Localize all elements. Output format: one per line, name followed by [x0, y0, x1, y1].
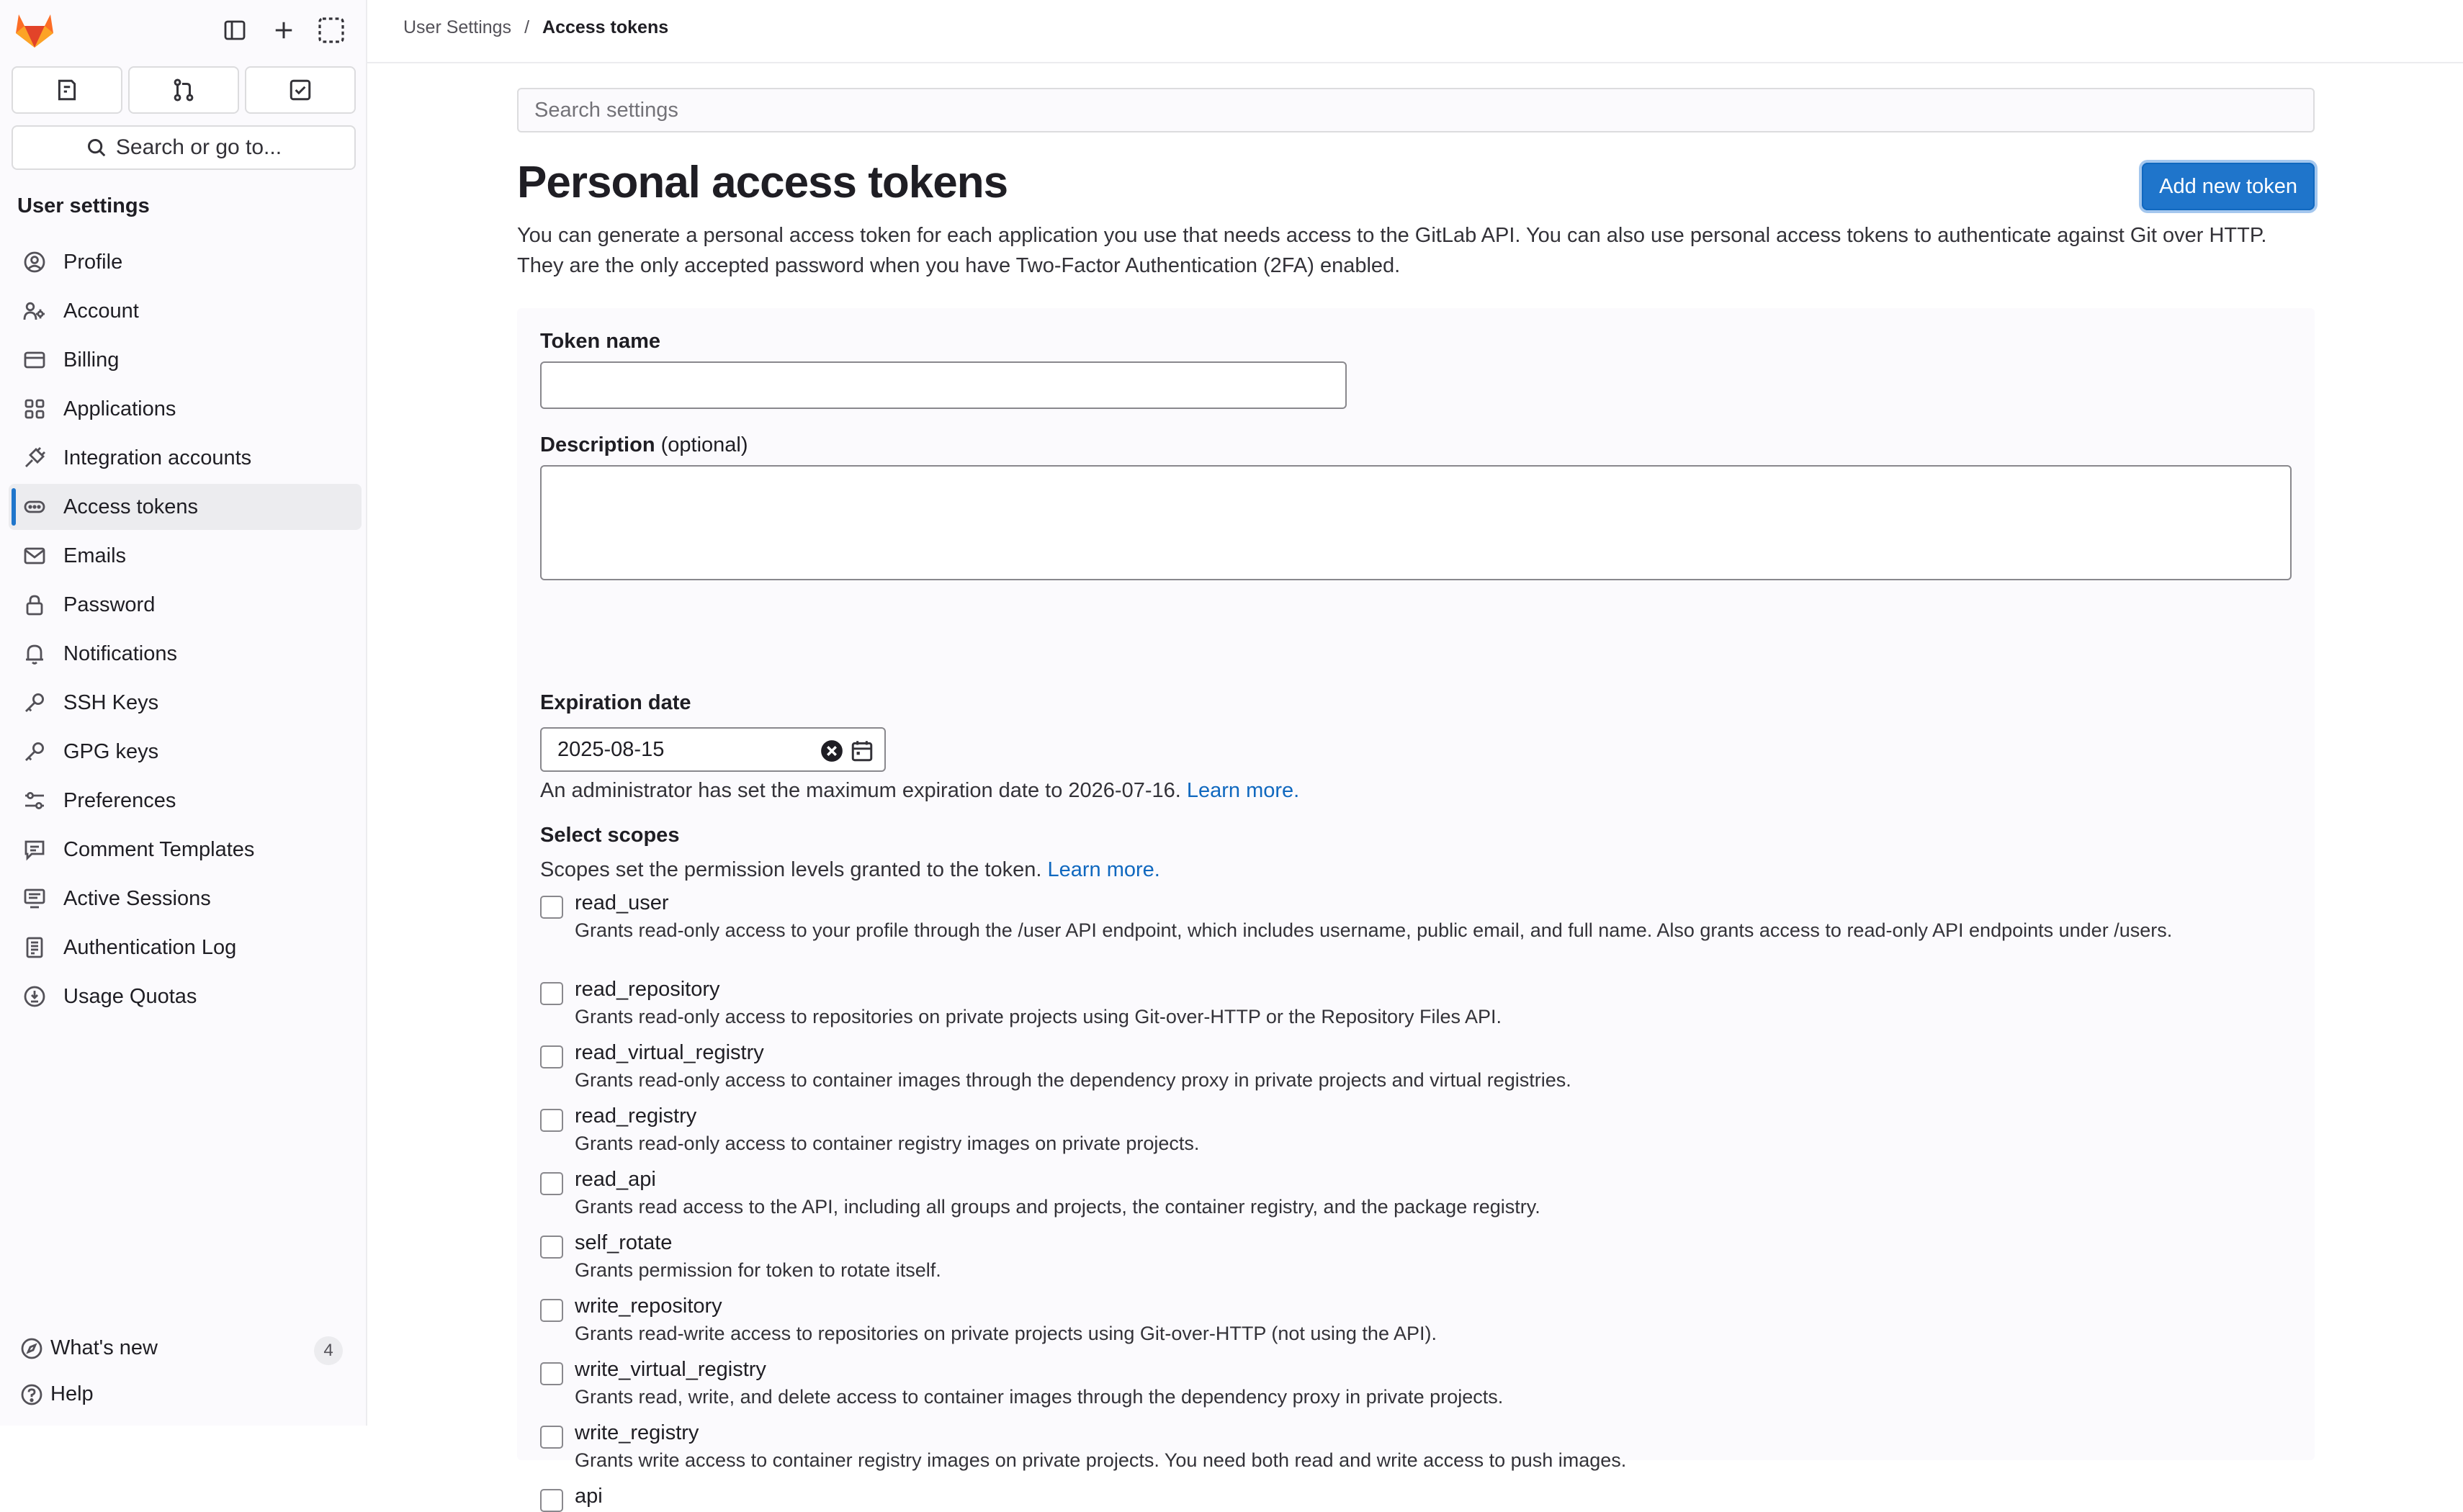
select-scopes-label: Select scopes [540, 824, 680, 847]
scope-name[interactable]: write_virtual_registry [575, 1358, 766, 1381]
token-name-label: Token name [540, 330, 661, 353]
scopes-help-message: Scopes set the permission levels granted to the token. [540, 858, 1042, 881]
clear-date-icon[interactable] [820, 739, 844, 763]
sidebar-item-label: Applications [63, 397, 176, 420]
expiration-date-input[interactable] [540, 727, 886, 772]
sidebar-item-comment-templates[interactable] [9, 827, 362, 873]
key-icon [20, 737, 49, 766]
breadcrumb-user-settings[interactable]: User Settings [403, 17, 512, 37]
sidebar-item-usage-quotas[interactable] [9, 973, 362, 1020]
sidebar-item-authentication-log[interactable] [9, 924, 362, 971]
sidebar-item-label: Access tokens [63, 495, 198, 518]
sidebar-item-active-sessions[interactable] [9, 876, 362, 922]
token-icon [20, 492, 49, 521]
comment-icon [20, 835, 49, 864]
preferences-icon [20, 786, 49, 815]
scope-checkbox[interactable] [540, 1109, 563, 1132]
mail-icon [20, 541, 49, 570]
scope-checkbox[interactable] [540, 1045, 563, 1068]
sidebar-item-label: GPG keys [63, 739, 159, 763]
integration-icon [20, 444, 49, 472]
main-content [517, 88, 2315, 1508]
gitlab-logo-icon[interactable] [14, 12, 55, 49]
compass-icon [20, 1337, 43, 1360]
whats-new-button[interactable] [20, 1336, 158, 1360]
search-icon [86, 137, 107, 158]
scope-checkbox[interactable] [540, 1362, 563, 1385]
scope-name[interactable]: api [575, 1485, 603, 1508]
scope-checkbox[interactable] [540, 1172, 563, 1195]
account-icon [20, 297, 49, 325]
todo-icon [288, 78, 313, 102]
scope-description: Grants permission for token to rotate itself. [575, 1259, 941, 1281]
sidebar-item-label: SSH Keys [63, 690, 159, 714]
description-label [540, 433, 748, 457]
sidebar-item-profile[interactable] [9, 239, 362, 285]
sidebar-item-label: Billing [63, 348, 120, 372]
scope-name[interactable]: read_registry [575, 1104, 697, 1128]
sidebar-item-label: Notifications [63, 642, 177, 665]
sidebar-item-emails[interactable] [9, 533, 362, 579]
scope-checkbox[interactable] [540, 1299, 563, 1322]
todos-button[interactable] [245, 66, 356, 114]
sidebar [0, 0, 367, 1426]
scope-checkbox[interactable] [540, 982, 563, 1005]
lock-icon [20, 590, 49, 619]
scopes-help-text [540, 858, 1160, 882]
sidebar-item-label: Authentication Log [63, 935, 237, 959]
sidebar-item-notifications[interactable] [9, 631, 362, 677]
description-optional-text: (optional) [660, 433, 748, 456]
scopes-learn-more-link[interactable]: Learn more. [1047, 858, 1160, 881]
scope-description: Grants read-only access to your profile through the /user API endpoint, which includes username, public email, and full name. Also grants access to read-only API endpoints under /users. [575, 919, 2173, 941]
scope-description: Grants read-write access to repositories on private projects using Git-over-HTTP (not using the API). [575, 1323, 1437, 1344]
sidebar-item-label: Comment Templates [63, 837, 255, 861]
intro-text: You can generate a personal access token for each application you use that needs access to the GitLab API. You can also use personal access tokens to authenticate against Git over HTTP. They are the only accepted password when you have Two-Factor Authentication (2FA) enabled. [517, 224, 2267, 277]
whats-new-count-badge: 4 [314, 1336, 343, 1365]
whats-new-label: What's new [50, 1336, 158, 1359]
sidebar-topbar [0, 0, 367, 60]
sidebar-item-label: Integration accounts [63, 446, 252, 469]
scope-checkbox[interactable] [540, 1426, 563, 1449]
sidebar-item-label: Account [63, 299, 139, 323]
sidebar-section-title: User settings [17, 194, 150, 217]
merge-request-icon [171, 78, 196, 102]
scope-name[interactable]: read_repository [575, 978, 720, 1001]
calendar-icon[interactable] [850, 739, 874, 763]
key-icon [20, 688, 49, 717]
sidebar-item-applications[interactable] [9, 386, 362, 432]
scope-name[interactable]: write_registry [575, 1421, 699, 1444]
quota-icon [20, 982, 49, 1011]
sidebar-item-access-tokens[interactable] [9, 484, 362, 530]
scope-checkbox[interactable] [540, 1236, 563, 1259]
search-or-go-button[interactable] [12, 125, 356, 170]
merge-requests-button[interactable] [128, 66, 239, 114]
settings-search-input[interactable] [517, 88, 2315, 132]
add-new-token-button[interactable]: Add new token [2142, 163, 2315, 210]
sidebar-item-label: Usage Quotas [63, 984, 197, 1008]
scope-description: Grants read-only access to container images through the dependency proxy in private projects and virtual registries. [575, 1069, 1571, 1091]
scope-description: Grants read-only access to container registry images on private projects. [575, 1133, 1200, 1154]
search-or-go-label: Search or go to... [115, 135, 282, 159]
plus-icon[interactable] [269, 16, 298, 45]
scope-checkbox[interactable] [540, 896, 563, 919]
top-header [367, 0, 2463, 63]
sidebar-toggle-icon[interactable] [220, 16, 249, 45]
scope-checkbox[interactable] [540, 1489, 563, 1512]
sidebar-item-billing[interactable] [9, 337, 362, 383]
scope-description: Grants write access to container registry images on private projects. You need both read and write access to push images. [575, 1449, 1627, 1471]
monitor-icon [20, 884, 49, 913]
issues-icon [55, 78, 79, 102]
sidebar-item-label: Profile [63, 250, 123, 274]
billing-icon [20, 346, 49, 374]
sidebar-item-ssh-keys[interactable] [9, 680, 362, 726]
sidebar-item-preferences[interactable] [9, 778, 362, 824]
expiration-help-text [540, 779, 1299, 803]
scope-name[interactable]: self_rotate [575, 1231, 673, 1254]
scope-description: Grants read-only access to repositories on private projects using Git-over-HTTP or the Repository Files API. [575, 1006, 1502, 1027]
help-icon [20, 1383, 43, 1406]
sidebar-item-label: Preferences [63, 788, 176, 812]
description-label-text: Description [540, 433, 655, 456]
new-token-form [517, 308, 2315, 1508]
sidebar-item-label: Emails [63, 544, 127, 567]
help-button[interactable] [20, 1382, 94, 1406]
token-name-input[interactable] [540, 361, 1347, 409]
applications-icon [20, 395, 49, 423]
description-textarea[interactable] [540, 465, 2292, 580]
scope-description: Grants read, write, and delete access to container images through the dependency proxy in private projects. [575, 1386, 1504, 1408]
bell-icon [20, 639, 49, 668]
dashed-square-icon[interactable] [317, 16, 346, 45]
sidebar-item-password[interactable] [9, 582, 362, 628]
scope-name[interactable]: read_user [575, 891, 669, 914]
expiration-help-message: An administrator has set the maximum expiration date to 2026-07-16. [540, 779, 1181, 802]
expiration-learn-more-link[interactable]: Learn more. [1186, 779, 1300, 802]
scope-description: Grants read access to the API, including all groups and projects, the container registry, and the package registry. [575, 1196, 1540, 1218]
breadcrumb-current[interactable]: Access tokens [542, 17, 669, 37]
scope-name[interactable]: read_virtual_registry [575, 1041, 764, 1064]
expiration-date-label: Expiration date [540, 691, 691, 714]
breadcrumb [403, 17, 668, 38]
scope-name[interactable]: read_api [575, 1168, 656, 1191]
sidebar-item-gpg-keys[interactable] [9, 729, 362, 775]
issues-button[interactable] [12, 66, 122, 114]
log-icon [20, 933, 49, 962]
sidebar-item-integration-accounts[interactable] [9, 435, 362, 481]
sidebar-nav [9, 239, 362, 1022]
page-title: Personal access tokens [517, 158, 1008, 207]
breadcrumb-separator: / [524, 17, 530, 37]
sidebar-item-account[interactable] [9, 288, 362, 334]
profile-icon [20, 248, 49, 276]
sidebar-item-label: Active Sessions [63, 886, 211, 910]
sidebar-item-label: Password [63, 593, 156, 616]
scope-name[interactable]: write_repository [575, 1295, 722, 1318]
expiration-date-value: 2025-08-15 [557, 737, 665, 761]
help-label: Help [50, 1382, 94, 1405]
